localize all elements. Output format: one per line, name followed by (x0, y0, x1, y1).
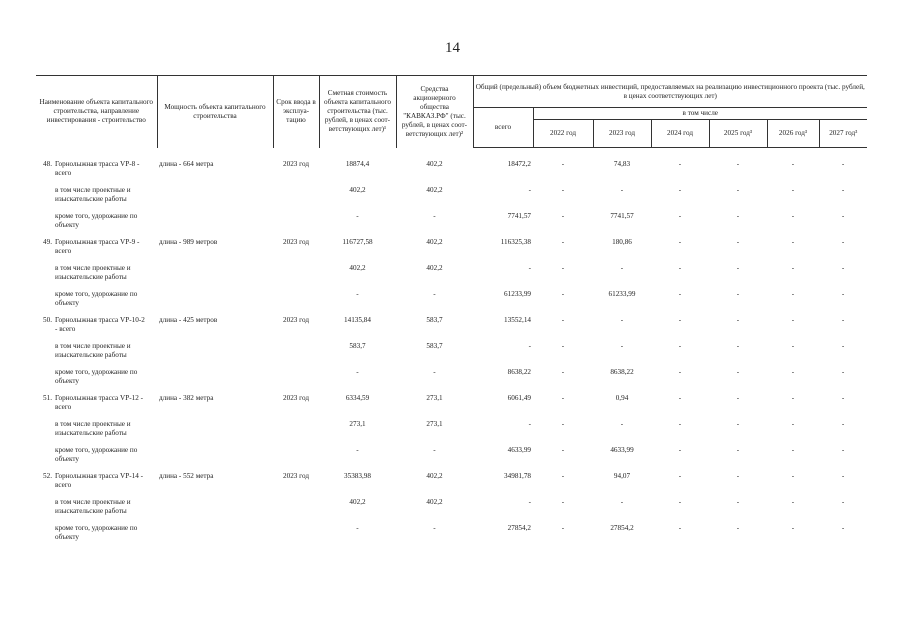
cell-capacity (157, 186, 273, 212)
sub-item-name: кроме того, удорожание по объекту (55, 212, 138, 229)
cell-total: - (528, 498, 531, 506)
cell-year-value: - (561, 368, 565, 376)
object-name: Горнолыжная трасса VP-10-2 - всего (55, 316, 145, 333)
cell-estimate: 402,2 (349, 264, 366, 272)
cell-year-value: - (841, 264, 845, 272)
cell-capacity (157, 446, 273, 472)
cell-capacity: длина - 382 метра (159, 394, 214, 402)
sub-item-name: в том числе проектные и изыскательские работы (55, 420, 131, 437)
table-row (36, 420, 867, 446)
cell-year-value: - (736, 264, 740, 272)
cell-year-value: - (736, 524, 740, 532)
header-name: Наименование объекта капитального строительства, направление инвестирования - строительство (36, 76, 157, 148)
cell-year-value: - (841, 212, 845, 220)
cell-year-value: - (561, 342, 565, 350)
cell-year-value: - (561, 160, 565, 168)
cell-estimate: 583,7 (349, 342, 366, 350)
row-number: 49. (43, 238, 52, 246)
object-name: Горнолыжная трасса VP-12 - всего (55, 394, 144, 411)
table-row (36, 368, 867, 394)
cell-name (36, 342, 157, 368)
cell-year-value: - (678, 160, 682, 168)
cell-estimate: 273,1 (349, 420, 366, 428)
cell-name (36, 394, 157, 420)
cell-total: - (528, 342, 531, 350)
cell-name (36, 524, 157, 550)
table-row (36, 264, 867, 290)
cell-name (36, 186, 157, 212)
cell-year-value: - (791, 472, 795, 480)
cell-year-value: - (678, 394, 682, 402)
cell-kavkaz: 583,7 (426, 316, 443, 324)
cell-commission-year (273, 342, 319, 368)
cell-estimate: 14135,84 (344, 316, 371, 324)
header-year-2022: 2022 год (533, 120, 593, 148)
table-row (36, 290, 867, 316)
cell-commission-year: 2023 год (283, 316, 309, 324)
sub-item-name: кроме того, удорожание по объекту (55, 446, 138, 463)
cell-year-value: - (561, 394, 565, 402)
cell-year-value: - (736, 394, 740, 402)
cell-year-value: - (791, 446, 795, 454)
table-row (36, 186, 867, 212)
cell-name (36, 290, 157, 316)
cell-year-value: - (791, 524, 795, 532)
cell-kavkaz: - (433, 368, 436, 376)
header-year-2023: 2023 год (593, 120, 651, 148)
header-year-2025: 2025 год³ (709, 120, 767, 148)
cell-year-value: - (736, 446, 740, 454)
cell-capacity: длина - 664 метра (159, 159, 214, 168)
cell-year-value: - (736, 238, 740, 246)
cell-name (36, 420, 157, 446)
cell-kavkaz: 402,2 (426, 264, 443, 272)
cell-total: 61233,99 (504, 290, 531, 298)
header-estimate: Сметная стоимость объекта капитального строительства (тыс. рублей, в ценах соот- ветствующих лет)¹ (319, 76, 396, 148)
cell-year-value: - (620, 186, 624, 194)
cell-commission-year: 2023 год (283, 238, 309, 246)
cell-capacity (157, 290, 273, 316)
cell-commission-year (273, 212, 319, 238)
table-row (36, 524, 867, 550)
cell-year-value: - (736, 498, 740, 506)
cell-year-value: - (561, 238, 565, 246)
cell-capacity (157, 212, 273, 238)
cell-estimate: 402,2 (349, 498, 366, 506)
cell-year-value: - (561, 290, 565, 298)
cell-name (36, 148, 157, 187)
cell-kavkaz: 402,2 (426, 238, 443, 246)
cell-total: 27854,2 (507, 524, 531, 532)
sub-item-name: кроме того, удорожание по объекту (55, 524, 138, 541)
cell-year-value: - (841, 394, 845, 402)
cell-year-value: - (620, 342, 624, 350)
cell-estimate: 402,2 (349, 186, 366, 194)
cell-year-value: - (791, 498, 795, 506)
cell-capacity (157, 524, 273, 550)
cell-year-value: - (791, 394, 795, 402)
cell-year-value: - (678, 238, 682, 246)
sub-item-name: в том числе проектные и изыскательские работы (55, 264, 131, 281)
sub-item-name: в том числе проектные и изыскательские работы (55, 342, 131, 359)
table-row (36, 342, 867, 368)
cell-total: 34981,78 (504, 472, 531, 480)
table-row (36, 148, 867, 187)
cell-year-value: - (678, 316, 682, 324)
cell-year-value: - (736, 186, 740, 194)
cell-name (36, 498, 157, 524)
cell-name (36, 238, 157, 264)
cell-name (36, 368, 157, 394)
cell-name (36, 472, 157, 498)
cell-commission-year (273, 264, 319, 290)
cell-capacity (157, 420, 273, 446)
cell-year-value: 74,83 (613, 160, 631, 168)
cell-year-value: - (736, 420, 740, 428)
cell-year-value: - (678, 186, 682, 194)
cell-total: - (528, 264, 531, 272)
cell-estimate: - (356, 368, 359, 376)
cell-name (36, 446, 157, 472)
investment-table (36, 75, 867, 550)
cell-year-value: - (791, 186, 795, 194)
cell-year-value: 180,86 (612, 238, 632, 246)
cell-total: 4633,99 (507, 446, 531, 454)
cell-kavkaz: 273,1 (426, 394, 443, 402)
cell-year-value: - (561, 316, 565, 324)
cell-year-value: - (791, 212, 795, 220)
cell-commission-year (273, 446, 319, 472)
cell-kavkaz: 273,1 (426, 420, 443, 428)
cell-capacity (157, 368, 273, 394)
table-row (36, 238, 867, 264)
cell-year-value: - (791, 420, 795, 428)
cell-total: 8638,22 (507, 368, 531, 376)
cell-year-value: - (678, 368, 682, 376)
table-row (36, 394, 867, 420)
table-row (36, 446, 867, 472)
cell-year-value: - (841, 238, 845, 246)
cell-year-value: 0,94 (615, 394, 629, 402)
cell-capacity: длина - 552 метра (159, 472, 214, 480)
table-row (36, 472, 867, 498)
cell-commission-year: 2023 год (283, 159, 309, 168)
cell-capacity (157, 264, 273, 290)
cell-year-value: - (841, 368, 845, 376)
table-row (36, 212, 867, 238)
cell-year-value: - (791, 264, 795, 272)
cell-commission-year (273, 420, 319, 446)
cell-year-value: - (791, 290, 795, 298)
cell-estimate: 6334,59 (345, 394, 370, 402)
cell-total: 13552,14 (504, 316, 531, 324)
cell-total: 18472,2 (507, 160, 531, 168)
cell-year-value: - (678, 264, 682, 272)
cell-year-value: 4633,99 (610, 446, 634, 454)
header-total-invest: Общий (предельный) объем бюджетных инвестиций, предоставляемых на реализацию инвестиционного проекта (тыс. рублей, в ценах соответствующих лет) (473, 76, 867, 108)
cell-capacity: длина - 989 метров (159, 238, 218, 246)
cell-year-value: - (678, 472, 682, 480)
cell-year-value: - (678, 420, 682, 428)
header-year-2024: 2024 год (651, 120, 709, 148)
cell-year-value: - (620, 420, 624, 428)
cell-year-value: - (620, 264, 624, 272)
cell-kavkaz: 402,2 (426, 498, 443, 506)
cell-estimate: - (356, 524, 359, 532)
object-name: Горнолыжная трасса VP-9 - всего (55, 238, 140, 255)
table-body (36, 148, 867, 551)
cell-estimate: - (356, 212, 359, 220)
cell-estimate: - (356, 290, 359, 298)
header-year-2027: 2027 год³ (819, 120, 867, 148)
cell-total: 116325,38 (500, 238, 531, 246)
cell-year-value: - (678, 498, 682, 506)
cell-year-value: - (678, 212, 682, 220)
cell-commission-year (273, 524, 319, 550)
cell-year-value: - (678, 446, 682, 454)
cell-kavkaz: 402,2 (426, 472, 443, 480)
cell-year-value: - (561, 264, 565, 272)
cell-total: 6061,49 (507, 394, 531, 402)
cell-year-value: - (841, 498, 845, 506)
cell-kavkaz: - (433, 446, 436, 454)
cell-capacity (157, 498, 273, 524)
cell-kavkaz: - (433, 212, 436, 220)
cell-year-value: - (841, 524, 845, 532)
cell-year-value: - (841, 446, 845, 454)
cell-kavkaz: 402,2 (426, 159, 443, 168)
cell-year-value: - (678, 524, 682, 532)
row-number: 52. (43, 472, 52, 480)
cell-year-value: - (561, 472, 565, 480)
cell-year-value: - (791, 238, 795, 246)
cell-year-value: - (561, 524, 565, 532)
cell-kavkaz: - (433, 524, 436, 532)
cell-kavkaz: 583,7 (426, 342, 443, 350)
row-number: 50. (43, 316, 52, 324)
cell-capacity (157, 342, 273, 368)
header-year-2026: 2026 год³ (767, 120, 819, 148)
cell-year-value: - (841, 186, 845, 194)
cell-commission-year: 2023 год (283, 394, 309, 402)
table-header (36, 76, 867, 148)
cell-commission-year (273, 498, 319, 524)
sub-item-name: кроме того, удорожание по объекту (55, 290, 138, 307)
cell-year-value: - (841, 342, 845, 350)
cell-year-value: 61233,99 (608, 290, 636, 298)
cell-year-value: 7741,57 (610, 212, 634, 220)
cell-year-value: - (736, 290, 740, 298)
cell-estimate: - (356, 446, 359, 454)
cell-year-value: - (791, 368, 795, 376)
object-name: Горнолыжная трасса VP-8 - всего (55, 159, 140, 177)
header-kavkaz: Средства акционерного общества "КАВКАЗ.РФ" (тыс. рублей, в ценах соот- ветствующих лет)² (396, 76, 473, 148)
cell-year-value: - (841, 316, 845, 324)
cell-name (36, 212, 157, 238)
cell-year-value: 94,07 (613, 472, 631, 480)
sub-item-name: в том числе проектные и изыскательские работы (55, 498, 131, 515)
cell-year-value: - (791, 316, 795, 324)
header-including: в том числе (533, 108, 867, 120)
cell-year-value: - (678, 290, 682, 298)
cell-year-value: - (841, 472, 845, 480)
cell-year-value: - (561, 186, 565, 194)
cell-year-value: - (736, 212, 740, 220)
table-row (36, 498, 867, 524)
cell-name (36, 264, 157, 290)
cell-year-value: - (561, 212, 565, 220)
header-capacity: Мощность объекта капитального строительства (157, 76, 273, 148)
cell-estimate: 18874,4 (345, 159, 370, 168)
header-total: всего (473, 108, 533, 148)
cell-total: - (528, 420, 531, 428)
cell-year-value: - (678, 342, 682, 350)
cell-year-value: - (561, 446, 565, 454)
cell-name (36, 316, 157, 342)
cell-commission-year (273, 290, 319, 316)
cell-year-value: - (736, 160, 740, 168)
cell-year-value: - (841, 290, 845, 298)
object-name: Горнолыжная трасса VP-14 - всего (55, 472, 144, 489)
cell-year-value: - (841, 420, 845, 428)
sub-item-name: в том числе проектные и изыскательские работы (55, 186, 131, 203)
cell-capacity: длина - 425 метров (159, 316, 218, 324)
cell-total: 7741,57 (507, 212, 531, 220)
cell-commission-year: 2023 год (283, 472, 309, 480)
cell-commission-year (273, 368, 319, 394)
cell-year-value: 27854,2 (610, 524, 634, 532)
cell-year-value: - (841, 160, 845, 168)
cell-year-value: - (791, 160, 795, 168)
cell-kavkaz: - (433, 290, 436, 298)
row-number: 51. (43, 394, 52, 402)
cell-year-value: - (736, 472, 740, 480)
cell-kavkaz: 402,2 (426, 186, 443, 194)
table-row (36, 316, 867, 342)
cell-year-value: - (620, 498, 624, 506)
cell-year-value: - (736, 316, 740, 324)
cell-year-value: 8638,22 (610, 368, 634, 376)
cell-year-value: - (736, 342, 740, 350)
row-number: 48. (43, 159, 52, 168)
page-number: 14 (445, 40, 460, 56)
cell-year-value: - (620, 316, 624, 324)
cell-year-value: - (791, 342, 795, 350)
cell-estimate: 116727,58 (342, 238, 373, 246)
cell-estimate: 35383,98 (344, 472, 371, 480)
cell-year-value: - (561, 420, 565, 428)
sub-item-name: кроме того, удорожание по объекту (55, 368, 138, 385)
cell-commission-year (273, 186, 319, 212)
header-commission: Срок ввода в эксплуа- тацию (273, 76, 319, 148)
cell-year-value: - (736, 368, 740, 376)
cell-year-value: - (561, 498, 565, 506)
cell-total: - (528, 186, 531, 194)
